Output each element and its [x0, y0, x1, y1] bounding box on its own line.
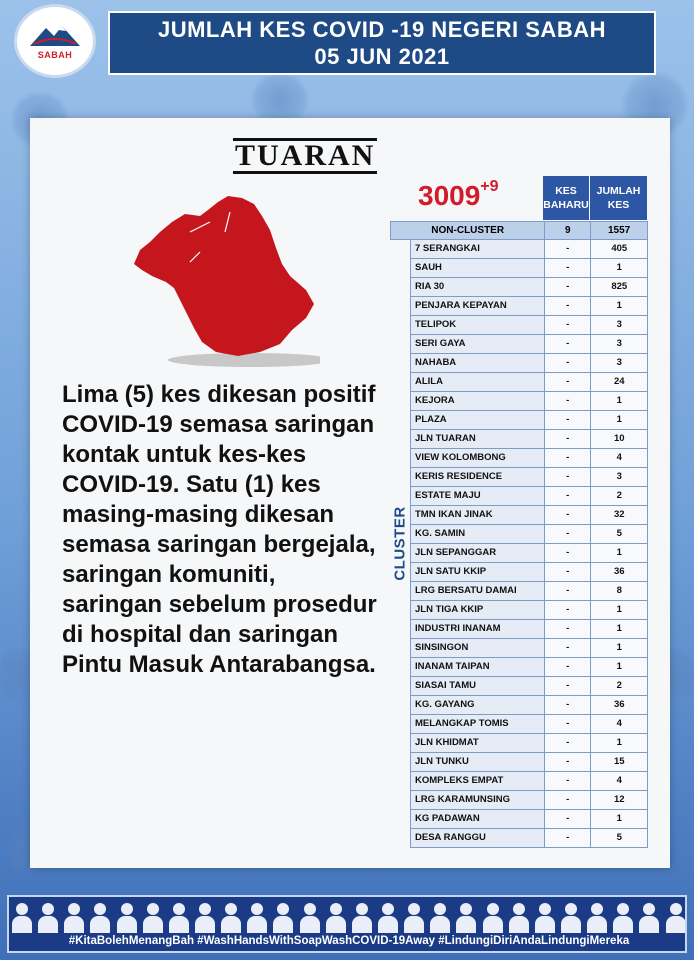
- row-name: SAUH: [411, 259, 544, 277]
- row-new: -: [544, 601, 591, 619]
- row-name: SINSINGON: [411, 639, 544, 657]
- table-row: [410, 411, 648, 430]
- table-row: [410, 354, 648, 373]
- frontliner-icon: [38, 903, 58, 933]
- table-row: [410, 468, 648, 487]
- frontliner-icon: [561, 903, 581, 933]
- frontliner-icon: [613, 903, 633, 933]
- row-total: 32: [590, 506, 647, 524]
- row-new: -: [544, 259, 591, 277]
- row-new: -: [544, 297, 591, 315]
- row-name: JLN TUNKU: [411, 753, 544, 771]
- row-new: -: [544, 506, 591, 524]
- row-new: -: [544, 639, 591, 657]
- row-name: MELANGKAP TOMIS: [411, 715, 544, 733]
- row-total: 24: [590, 373, 647, 391]
- row-name: LRG BERSATU DAMAI: [411, 582, 544, 600]
- frontliner-icon: [221, 903, 241, 933]
- frontliner-icon: [169, 903, 189, 933]
- row-new: -: [544, 449, 591, 467]
- row-name: ESTATE MAJU: [411, 487, 544, 505]
- table-row: [410, 601, 648, 620]
- row-name: INDUSTRI INANAM: [411, 620, 544, 638]
- row-total: 4: [590, 772, 647, 790]
- table-row: [410, 240, 648, 259]
- table-row: [410, 563, 648, 582]
- row-new: -: [544, 316, 591, 334]
- row-name: JLN SEPANGGAR: [411, 544, 544, 562]
- row-new: -: [544, 392, 591, 410]
- row-name: VIEW KOLOMBONG: [411, 449, 544, 467]
- table-row: [410, 525, 648, 544]
- row-name: KOMPLEKS EMPAT: [411, 772, 544, 790]
- row-new: -: [544, 563, 591, 581]
- row-total: 1: [590, 658, 647, 676]
- frontliner-icon: [666, 903, 686, 933]
- row-name: KG. GAYANG: [411, 696, 544, 714]
- table-row: [410, 772, 648, 791]
- row-name: PLAZA: [411, 411, 544, 429]
- row-total: 825: [590, 278, 647, 296]
- row-new: -: [544, 354, 591, 372]
- non-cluster-row: [390, 221, 648, 240]
- frontliner-icon: [352, 903, 372, 933]
- table-row: [410, 753, 648, 772]
- row-total: 10: [590, 430, 647, 448]
- row-total: 15: [590, 753, 647, 771]
- row-total: 5: [590, 829, 647, 847]
- row-name: KG PADAWAN: [411, 810, 544, 828]
- table-row: [410, 278, 648, 297]
- row-new: -: [544, 582, 591, 600]
- frontliner-icon: [195, 903, 215, 933]
- frontliner-icon: [300, 903, 320, 933]
- table-row: [410, 392, 648, 411]
- row-new: -: [544, 658, 591, 676]
- row-new: -: [544, 468, 591, 486]
- table-row: [410, 373, 648, 392]
- row-total: 4: [590, 715, 647, 733]
- row-new: -: [544, 335, 591, 353]
- table-row: [410, 810, 648, 829]
- row-total: 2: [590, 677, 647, 695]
- row-name: INANAM TAIPAN: [411, 658, 544, 676]
- footer-banner: [7, 895, 687, 953]
- row-total: 1: [590, 601, 647, 619]
- row-name: JLN KHIDMAT: [411, 734, 544, 752]
- row-name: NAHABA: [411, 354, 544, 372]
- table-row: [410, 430, 648, 449]
- row-total: 36: [590, 563, 647, 581]
- row-name: TMN IKAN JINAK: [411, 506, 544, 524]
- table-row: [410, 582, 648, 601]
- row-new: -: [544, 829, 591, 847]
- row-total: 3: [590, 468, 647, 486]
- description-text: Lima (5) kes dikesan positif COVID-19 semasa saringan kontak untuk kes-kes COVID-19. Satu (1) kes masing-masing dikesan semasa saringan bergejala, saringan komuniti, saringan sebelum prosedur di hospital dan saringan Pintu Masuk Antarabangsa.: [62, 381, 377, 678]
- frontliner-icon: [483, 903, 503, 933]
- frontliner-figures: [9, 899, 687, 933]
- table-row: [410, 506, 648, 525]
- district-name: TUARAN: [235, 139, 376, 172]
- sabah-logo: [14, 4, 96, 78]
- total-new: +9: [480, 178, 499, 195]
- district-map: [130, 192, 320, 370]
- row-total: 1: [590, 544, 647, 562]
- row-new: -: [544, 791, 591, 809]
- row-total: 1: [590, 734, 647, 752]
- mountain-icon: [28, 22, 82, 48]
- row-new: -: [544, 544, 591, 562]
- table-row: [410, 259, 648, 278]
- row-total: 1557: [590, 222, 647, 239]
- table-row: [410, 829, 648, 848]
- row-new: -: [544, 772, 591, 790]
- row-name: SERI GAYA: [411, 335, 544, 353]
- frontliner-icon: [509, 903, 529, 933]
- row-new: -: [544, 753, 591, 771]
- row-total: 1: [590, 411, 647, 429]
- row-total: 4: [590, 449, 647, 467]
- cases-table: [390, 176, 658, 856]
- row-total: 1: [590, 297, 647, 315]
- row-new: -: [544, 487, 591, 505]
- frontliner-icon: [143, 903, 163, 933]
- frontliner-icon: [326, 903, 346, 933]
- row-total: 1: [590, 810, 647, 828]
- table-row: [410, 449, 648, 468]
- row-new: -: [544, 411, 591, 429]
- row-name: JLN SATU KKIP: [411, 563, 544, 581]
- cluster-label-text: CLUSTER: [391, 506, 409, 581]
- row-total: 1: [590, 259, 647, 277]
- row-name: NON-CLUSTER: [431, 225, 505, 236]
- row-new: -: [544, 677, 591, 695]
- table-row: [410, 715, 648, 734]
- row-total: 5: [590, 525, 647, 543]
- row-name: DESA RANGGU: [411, 829, 544, 847]
- frontliner-icon: [247, 903, 267, 933]
- row-total: 3: [590, 354, 647, 372]
- row-name: TELIPOK: [411, 316, 544, 334]
- row-new: -: [544, 525, 591, 543]
- table-row: [410, 620, 648, 639]
- row-name: RIA 30: [411, 278, 544, 296]
- row-new: -: [544, 373, 591, 391]
- row-name: JLN TIGA KKIP: [411, 601, 544, 619]
- row-name: LRG KARAMUNSING: [411, 791, 544, 809]
- row-new: -: [544, 620, 591, 638]
- footer-hashtags: #KitaBolehMenangBah #WashHandsWithSoapWashCOVID-19Away #LindungiDiriAndaLindungiMereka: [68, 935, 630, 947]
- row-total: 8: [590, 582, 647, 600]
- page-title: [108, 11, 656, 75]
- row-total: 405: [590, 240, 647, 258]
- frontliner-icon: [535, 903, 555, 933]
- frontliner-icon: [456, 903, 476, 933]
- frontliner-icon: [378, 903, 398, 933]
- table-row: [410, 734, 648, 753]
- table-row: [410, 487, 648, 506]
- row-name: KEJORA: [411, 392, 544, 410]
- table-row: [410, 696, 648, 715]
- row-total: 1: [590, 620, 647, 638]
- row-new: -: [544, 430, 591, 448]
- row-new: -: [544, 240, 591, 258]
- col-header-total: JUMLAH KES: [590, 176, 647, 220]
- table-row: [410, 791, 648, 810]
- frontliner-icon: [64, 903, 84, 933]
- row-name: PENJARA KEPAYAN: [411, 297, 544, 315]
- row-new: 9: [544, 222, 590, 239]
- frontliner-icon: [273, 903, 293, 933]
- title-line-1: JUMLAH KES COVID -19 NEGERI SABAH: [157, 17, 606, 42]
- row-name: KERIS RESIDENCE: [411, 468, 544, 486]
- frontliner-icon: [117, 903, 137, 933]
- total-value: 3009: [418, 180, 481, 211]
- logo-text: SABAH: [37, 50, 73, 60]
- cluster-label: [390, 240, 410, 847]
- row-new: -: [544, 278, 591, 296]
- title-line-2: 05 JUN 2021: [314, 44, 450, 69]
- row-total: 12: [590, 791, 647, 809]
- frontliner-icon: [587, 903, 607, 933]
- row-name: KG. SAMIN: [411, 525, 544, 543]
- row-total: 2: [590, 487, 647, 505]
- row-name: ALILA: [411, 373, 544, 391]
- row-new: -: [544, 696, 591, 714]
- frontliner-icon: [430, 903, 450, 933]
- row-name: JLN TUARAN: [411, 430, 544, 448]
- cluster-rows: [410, 240, 648, 848]
- table-row: [410, 544, 648, 563]
- row-total: 1: [590, 392, 647, 410]
- table-row: [410, 658, 648, 677]
- row-total: 1: [590, 639, 647, 657]
- row-total: 3: [590, 335, 647, 353]
- row-total: 3: [590, 316, 647, 334]
- row-total: 36: [590, 696, 647, 714]
- table-row: [410, 297, 648, 316]
- table-row: [410, 316, 648, 335]
- frontliner-icon: [639, 903, 659, 933]
- frontliner-icon: [90, 903, 110, 933]
- col-header-new: KES BAHARU: [543, 176, 589, 220]
- row-new: -: [544, 734, 591, 752]
- table-row: [410, 677, 648, 696]
- table-row: [410, 639, 648, 658]
- frontliner-icon: [404, 903, 424, 933]
- row-name: 7 SERANGKAI: [411, 240, 544, 258]
- row-new: -: [544, 715, 591, 733]
- table-row: [410, 335, 648, 354]
- row-new: -: [544, 810, 591, 828]
- row-name: SIASAI TAMU: [411, 677, 544, 695]
- frontliner-icon: [12, 903, 32, 933]
